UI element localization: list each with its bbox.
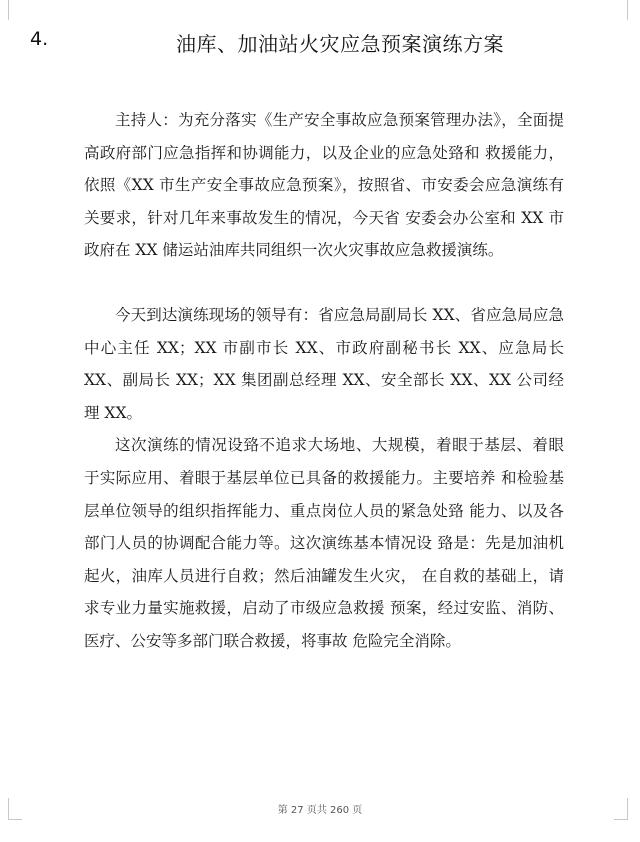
document-body (84, 104, 564, 658)
crop-mark-bottom-left-horizontal (8, 819, 22, 820)
crop-mark-top-right (627, 0, 628, 20)
page-footer: 第 27 页共 260 页 (277, 805, 363, 816)
crop-mark-top-left (8, 0, 9, 20)
paragraph-drill-overview: 这次演练的情况设臵不追求大场地、大规模，着眼于基层、着眼于实际应用、着眼于基层单位已具备的救援能力。主要培养 和检验基层单位领导的组织指挥能力、重点岗位人员的紧急处臵 能力、以及各部门人员的协调配合能力等。这次演练基本情况设 臵是：先是加油机起火，油库人员进行自救；然后油罐发生火灾， 在自救的基础上，请求专业力量实施救援，启动了市级应急救援 预案，经过安监、消防、医疗、公安等多部门联合救援，将事故 危险完全消除。 (84, 436, 564, 650)
crop-mark-bottom-right-horizontal (614, 819, 628, 820)
page-title: 油库、加油站火灾应急预案演练方案 (176, 32, 504, 56)
paragraph-host-intro: 主持人：为充分落实《生产安全事故应急预案管理办法》，全面提高政府部门应急指挥和协调能力，以及企业的应急处臵和 救援能力，依照《XX 市生产安全事故应急预案》，按照省、市安委会应急演练有关要求，针对几年来事故发生的情况，今天省 安委会办公室和 XX 市政府在 XX 储运站油库共同组织一次火灾事故应急救援演练。 (84, 111, 564, 260)
section-number: 4. (30, 28, 49, 50)
paragraph-attending-leaders: 今天到达演练现场的领导有：省应急局副局长 XX、省应急局应急中心主任 XX；XX 市副市长 XX、市政府副秘书长 XX、应急局长 XX、副局长 XX；XX 集团副总经理 XX、安全部长 XX、XX 公司经理 XX。 (84, 305, 564, 422)
